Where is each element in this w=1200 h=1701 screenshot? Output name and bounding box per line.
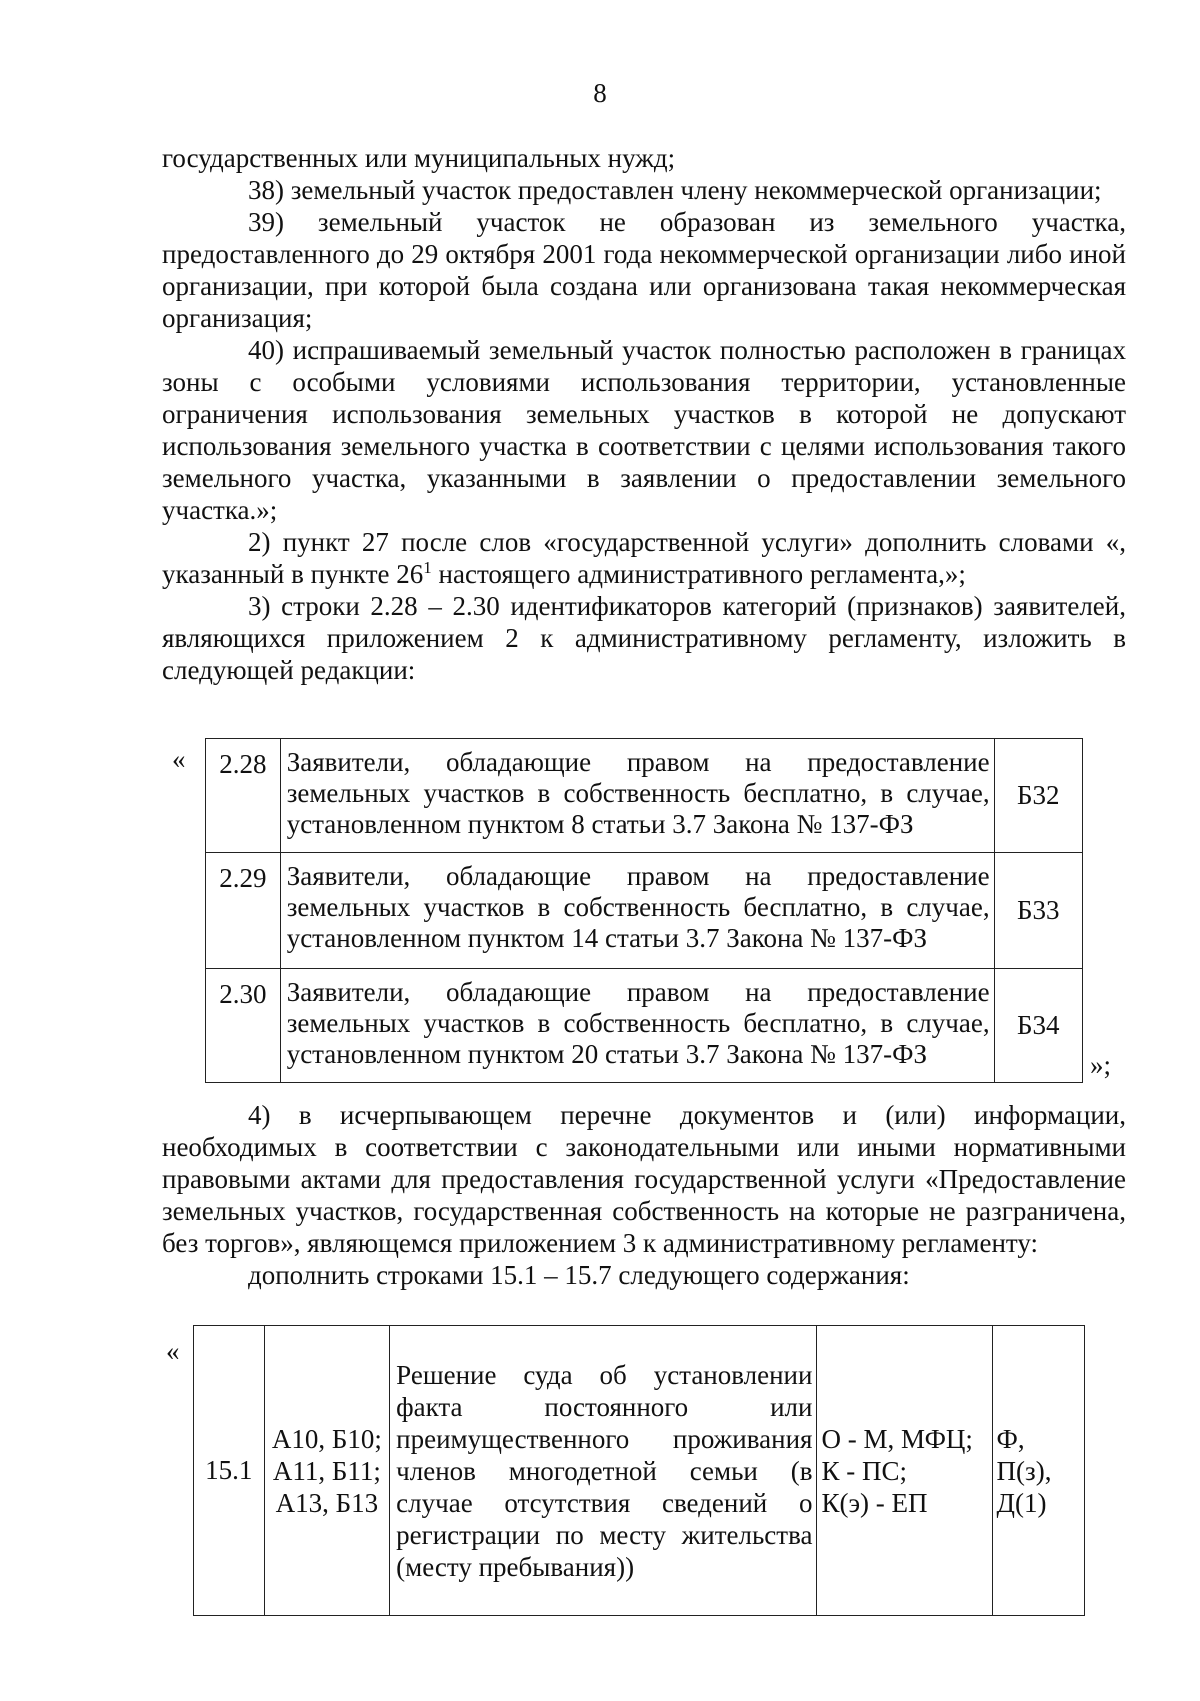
category-line: А13, Б13 (275, 1487, 379, 1518)
row-document: Решение суда об установлении факта постоянного или преимущественного проживания членов многодетной семьи (в случае отсутствия сведений о регистрации по месту жительства (месту пребывания)) (390, 1326, 817, 1616)
row-number: 2.30 (206, 969, 281, 1083)
table-row (206, 853, 1083, 969)
row-number: 15.1 (194, 1326, 265, 1616)
paragraph-continuation: государственных или муниципальных нужд; (162, 143, 676, 173)
row-code: Б34 (994, 969, 1082, 1083)
table1-quote-close: »; (1090, 1050, 1112, 1080)
row-description: Заявители, обладающие правом на предоставление земельных участков в собственность бесплатно, в случае, установленном пунктом 8 статьи 3.7 Закона № 137-ФЗ (280, 739, 994, 853)
form-line: Д(1) (996, 1487, 1047, 1518)
item2-after: настоящего административного регламента,»; (431, 559, 966, 589)
paragraph-item-3: 3) строки 2.28 – 2.30 идентификаторов категорий (признаков) заявителей, являющихся приложением 2 к административному регламенту, изложить в следующей редакции: (162, 591, 1126, 685)
paragraph-39: 39) земельный участок не образован из земельного участка, предоставленного до 29 октября 2001 года некоммерческой организации либо иной организации, при которой была создана или организована такая некоммерческая организация; (162, 207, 1126, 333)
row-number: 2.28 (206, 739, 281, 853)
paragraph-40: 40) испрашиваемый земельный участок полностью расположен в границах зоны с особыми условиями использования территории, установленные ограничения использования земельных участков в которой не допускают использования земельного участка в соответствии с целями использования такого земельного участка, указанными в заявлении о предоставлении земельного участка.»; (162, 335, 1126, 525)
body-text-bottom (162, 1099, 1126, 1291)
form-line: Ф, (996, 1423, 1025, 1454)
paragraph-item-4: 4) в исчерпывающем перечне документов и (или) информации, необходимых в соответствии с законодательными или иными нормативными правовыми актами для предоставления государственной услуги «Предоставление земельных участков, государственная собственность на которые не разграничена, без торгов», являющемся приложением 3 к административному регламенту: (162, 1100, 1126, 1258)
row-number: 2.29 (206, 853, 281, 969)
submission-line: К - ПС; (821, 1455, 907, 1486)
table-documents-list (193, 1325, 1085, 1616)
table-row (194, 1326, 1085, 1616)
paragraph-38: 38) земельный участок предоставлен члену некоммерческой организации; (248, 175, 1102, 205)
row-description: Заявители, обладающие правом на предоставление земельных участков в собственность бесплатно, в случае, установленном пунктом 20 статьи 3.7 Закона № 137-ФЗ (280, 969, 994, 1083)
row-code: Б32 (994, 739, 1082, 853)
row-code: Б33 (994, 853, 1082, 969)
submission-line: О - М, МФЦ; (821, 1423, 973, 1454)
paragraph-item-4-sub: дополнить строками 15.1 – 15.7 следующего содержания: (248, 1260, 910, 1290)
table-applicant-categories (205, 738, 1083, 1083)
page-number: 8 (593, 78, 607, 108)
table-row (206, 969, 1083, 1083)
paragraph-item-2 (162, 526, 1126, 590)
item2-superscript: 1 (423, 558, 432, 577)
table-row (206, 739, 1083, 853)
table2-quote-open: « (166, 1336, 180, 1366)
row-submission (817, 1326, 992, 1616)
body-text-top (162, 142, 1126, 686)
row-categories (264, 1326, 390, 1616)
submission-line: К(э) - ЕП (821, 1487, 928, 1518)
row-description: Заявители, обладающие правом на предоставление земельных участков в собственность бесплатно, в случае, установленном пунктом 14 статьи 3.7 Закона № 137-ФЗ (280, 853, 994, 969)
form-line: П(з), (996, 1455, 1052, 1486)
category-line: А10, Б10; (271, 1423, 382, 1454)
row-form (992, 1326, 1084, 1616)
category-line: А11, Б11; (272, 1455, 381, 1486)
item2-before: 2) пункт 27 после слов «государственной услуги» дополнить словами «, указанный в пункте 26 (162, 527, 1126, 589)
table1-quote-open: « (172, 744, 186, 774)
